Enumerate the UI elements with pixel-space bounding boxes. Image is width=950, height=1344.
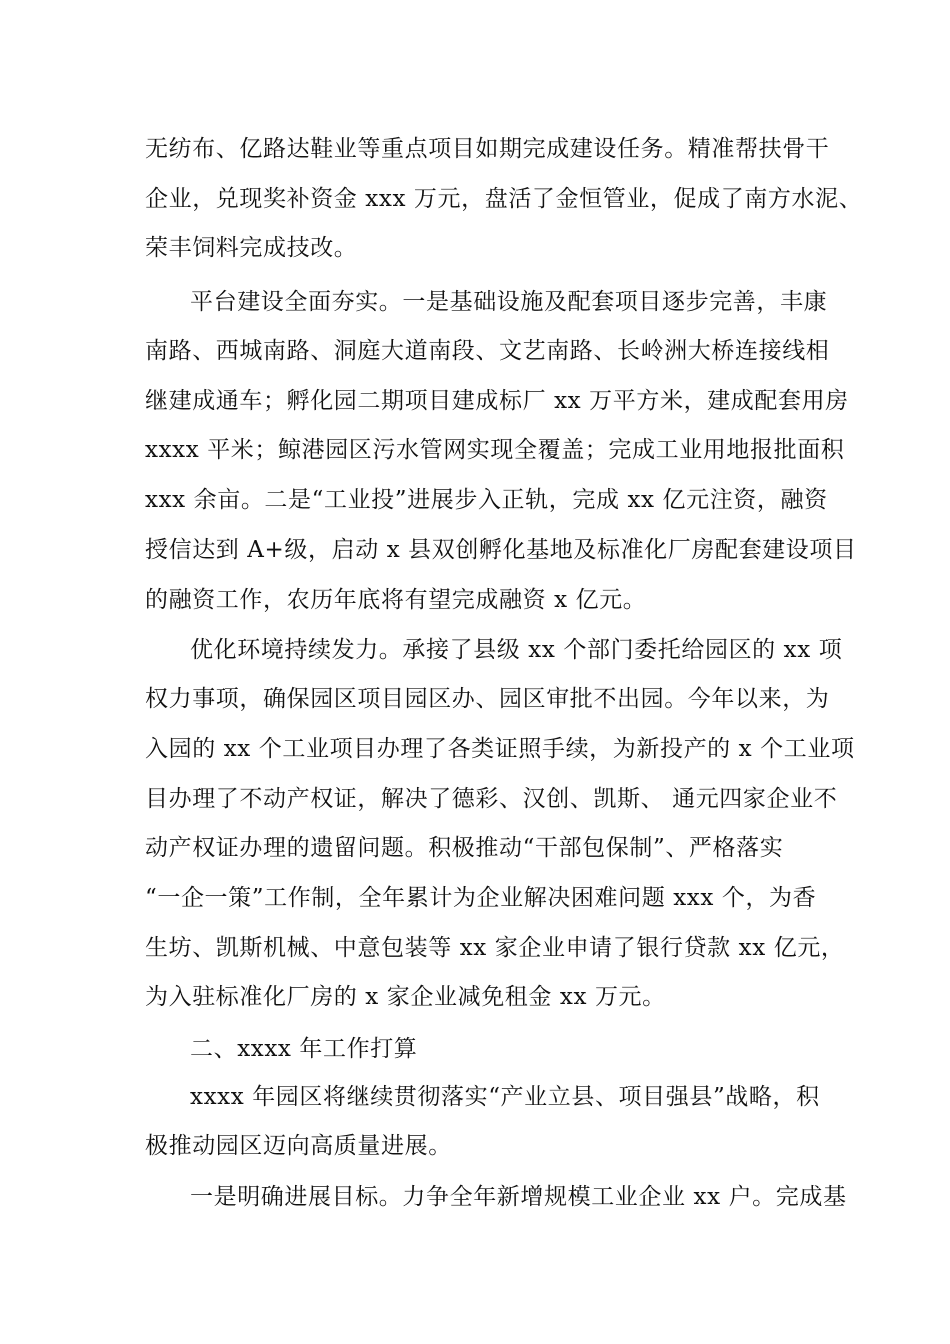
paragraph-line-16: “一企一策”工作制，全年累计为企业解决困难问题 xxx 个，为香 — [145, 885, 817, 911]
paragraph-line-20: 极推动园区迈向高质量进展。 — [145, 1133, 452, 1159]
paragraph-line-15: 动产权证办理的遗留问题。积极推动“干部包保制”、严格落实 — [145, 835, 784, 861]
paragraph-line-17: 生坊、凯斯机械、中意包装等 xx 家企业申请了银行贷款 xx 亿元， — [145, 935, 845, 961]
paragraph-line-19: xxxx 年园区将继续贯彻落实“产业立县、项目强县”战略，积 — [190, 1084, 820, 1110]
paragraph-line-13: 入园的 xx 个工业项目办理了各类证照手续，为新投产的 x 个工业项 — [145, 736, 855, 762]
paragraph-line-11: 优化环境持续发力。承接了县级 xx 个部门委托给园区的 xx 项 — [190, 637, 843, 663]
paragraph-line-5: 南路、西城南路、洞庭大道南段、文艺南路、长岭洲大桥连接线相 — [145, 338, 830, 364]
paragraph-line-8: xxx 余亩。二是“工业投”进展步入正轨，完成 xx 亿元注资，融资 — [145, 487, 828, 513]
paragraph-line-4: 平台建设全面夯实。一是基础设施及配套项目逐步完善，丰康 — [190, 289, 828, 315]
paragraph-line-2: 企业，兑现奖补资金 xxx 万元，盘活了金恒管业，促成了南方水泥、 — [145, 186, 863, 212]
paragraph-line-14: 目办理了不动产权证，解决了德彩、汉创、凯斯、 通元四家企业不 — [145, 786, 838, 812]
paragraph-line-7: xxxx 平米；鲸港园区污水管网实现全覆盖；完成工业用地报批面积 — [145, 437, 845, 463]
paragraph-line-10: 的融资工作，农历年底将有望完成融资 x 亿元。 — [145, 587, 647, 613]
paragraph-line-12: 权力事项，确保园区项目园区办、园区审批不出园。今年以来，为 — [145, 686, 830, 712]
paragraph-line-21: 一是明确进展目标。力争全年新增规模工业企业 xx 户。完成基 — [190, 1184, 847, 1210]
paragraph-line-6: 继建成通车；孵化园二期项目建成标厂 xx 万平方米，建成配套用房 — [145, 388, 849, 414]
paragraph-line-1: 无纺布、亿路达鞋业等重点项目如期完成建设任务。精准帮扶骨干 — [145, 136, 830, 162]
paragraph-line-9: 授信达到 A+级，启动 x 县双创孵化基地及标准化厂房配套建设项目 — [145, 537, 857, 563]
paragraph-line-3: 荣丰饲料完成技改。 — [145, 235, 358, 261]
section-heading: 二、xxxx 年工作打算 — [190, 1036, 418, 1062]
paragraph-line-18: 为入驻标准化厂房的 x 家企业减免租金 xx 万元。 — [145, 984, 666, 1010]
